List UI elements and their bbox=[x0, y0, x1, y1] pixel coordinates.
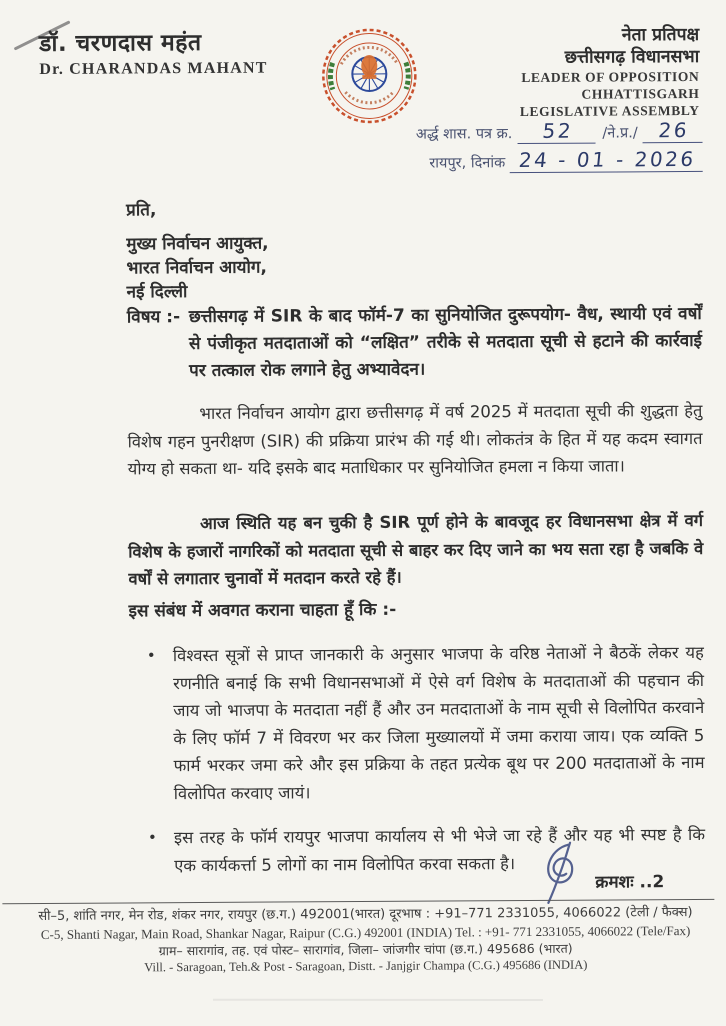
footer-divider bbox=[2, 899, 714, 904]
office-title-english-1: LEADER OF OPPOSITION bbox=[520, 68, 700, 86]
place-date-label: रायपुर, दिनांक bbox=[429, 152, 505, 172]
letterhead-sender bbox=[39, 29, 268, 82]
letterhead-office bbox=[519, 24, 699, 120]
footer-address-hindi-1: सी–5, शांति नगर, मेन रोड, शंकर नगर, रायपुर (छ.ग.) 492001(भारत) दूरभाष : +91–771 2331055, 4066022 (टेली / फैक्स) bbox=[2, 904, 726, 926]
reference-number-row bbox=[416, 119, 704, 145]
footer-address-english-1: C-5, Shanti Nagar, Main Road, Shankar Nagar, Raipur (C.G.) 492001 (INDIA) Tel. : +91- 771 2331055, 4066022 (Tele/Fax) bbox=[3, 921, 726, 943]
subject-block bbox=[127, 301, 702, 386]
scan-smudge bbox=[213, 999, 543, 1001]
recipient-line-2: भारत निर्वाचन आयोग, bbox=[126, 256, 268, 281]
assembly-seal-icon bbox=[319, 26, 420, 131]
reference-year-handwritten: 26 bbox=[642, 119, 704, 143]
sender-name-english: Dr. CHARANDAS MAHANT bbox=[39, 57, 267, 82]
bullet-text-1: विश्वस्त सूत्रों से प्राप्त जानकारी के अनुसार भाजपा के वरिष्ठ नेताओं ने बैठकें लेकर यह रणनीति बनाई कि सभी विधानसभाओं में ऐसे वर्ग विशेष के मतदाताओं की पहचान की जाय जो भाजपा के मतदाता नहीं हैं और उन मतदाताओं के नाम सूची से विलोपित करवाने के लिए फॉर्म 7 में विवरण भर कर जिला मुख्यालयों में जमा कराया जाय। एक व्यक्ति 5 फार्म भरकर जमा करे और इस प्रक्रिया के तहत प्रत्येक बूथ पर 200 मतदाताओं के नाम विलोपित करवाए जायं। bbox=[173, 639, 705, 807]
recipient-block bbox=[126, 197, 269, 305]
recipient-to-label: प्रति, bbox=[126, 197, 268, 221]
bullet-marker: • bbox=[148, 824, 160, 879]
subject-text: छत्तीसगढ़ में SIR के बाद फॉर्म-7 का सुनियोजित दुरूपयोग- वैध, स्थायी एवं वर्षों से पंजीकृत मतदाताओं को “लक्षित” तरीके से मतदाता सूची से हटाने की कार्रवाई पर तत्काल रोक लगाने हेतु अभ्यावेदन। bbox=[189, 301, 702, 385]
bullet-text-2: इस तरह के फॉर्म रायपुर भाजपा कार्यालय से भी भेजे जा रहे हैं और यह भी स्पष्ट है कि एक कार्यकर्त्ता 5 लोगों का नाम विलोपित करवा सकता है। bbox=[174, 821, 705, 879]
subject-label: विषय :- bbox=[127, 304, 181, 385]
footer-address-block bbox=[2, 904, 726, 977]
continuation-mark: क्रमशः ..2 bbox=[595, 869, 664, 892]
bullet-marker: • bbox=[147, 642, 160, 807]
lead-in-line: इस संबंध में अवगत कराना चाहता हूँ कि :- bbox=[129, 597, 397, 622]
reference-infix: /ने.प्र./ bbox=[602, 122, 637, 142]
recipient-line-3: नई दिल्ली bbox=[127, 280, 269, 305]
reference-number-handwritten: 52 bbox=[517, 120, 597, 144]
footer-address-hindi-2: ग्राम– सारागांव, तह. एवं पोस्ट– सारागांव, जिला– जांजगीर चांपा (छ.ग.) 495686 (भारत) bbox=[3, 939, 726, 960]
body-paragraph-1: भारत निर्वाचन आयोग द्वारा छत्तीसगढ़ में वर्ष 2025 में मतदाता सूची की शुद्धता हेतु विशेष गहन पुनरीक्षण (SIR) की प्रक्रिया प्रारंभ की गई थी। लोकतंत्र के हित में यह कदम स्वागत योग्य हो सकता था- यदि इसके बाद मताधिकार पर सुनियोजित हमला न किया जाता। bbox=[127, 397, 702, 483]
office-title-hindi-1: नेता प्रतिपक्ष bbox=[519, 24, 699, 47]
sender-name-hindi: डॉ. चरणदास महंत bbox=[39, 29, 267, 58]
place-date-row bbox=[429, 148, 704, 174]
recipient-line-1: मुख्य निर्वाचन आयुक्त, bbox=[126, 232, 268, 257]
bullet-item-1 bbox=[147, 639, 705, 807]
reference-label: अर्द्ध शास. पत्र क्र. bbox=[416, 123, 513, 144]
body-paragraph-2: आज स्थिति यह बन चुकी है SIR पूर्ण होने के बावजूद हर विधानसभा क्षेत्र में वर्ग विशेष के हजारों नागरिकों को मतदाता सूची से बाहर कर दिए जाने का भय सता रहा है जबकि वे वर्षों से लगातार चुनावों में मतदान करते रहे हैं। bbox=[128, 507, 703, 593]
footer-address-english-2: Vill. - Saragoan, Teh.& Post - Saragoan, Distt. - Janjgir Champa (C.G.) 495686 (INDIA) bbox=[3, 956, 726, 977]
office-title-english-3: LEGISLATIVE ASSEMBLY bbox=[520, 102, 700, 120]
office-title-english-2: CHHATTISGARH bbox=[520, 85, 700, 103]
date-handwritten: 24 - 01 - 2026 bbox=[510, 148, 705, 173]
office-title-hindi-2: छत्तीसगढ़ विधानसभा bbox=[519, 46, 699, 69]
signature-initial bbox=[534, 841, 590, 913]
